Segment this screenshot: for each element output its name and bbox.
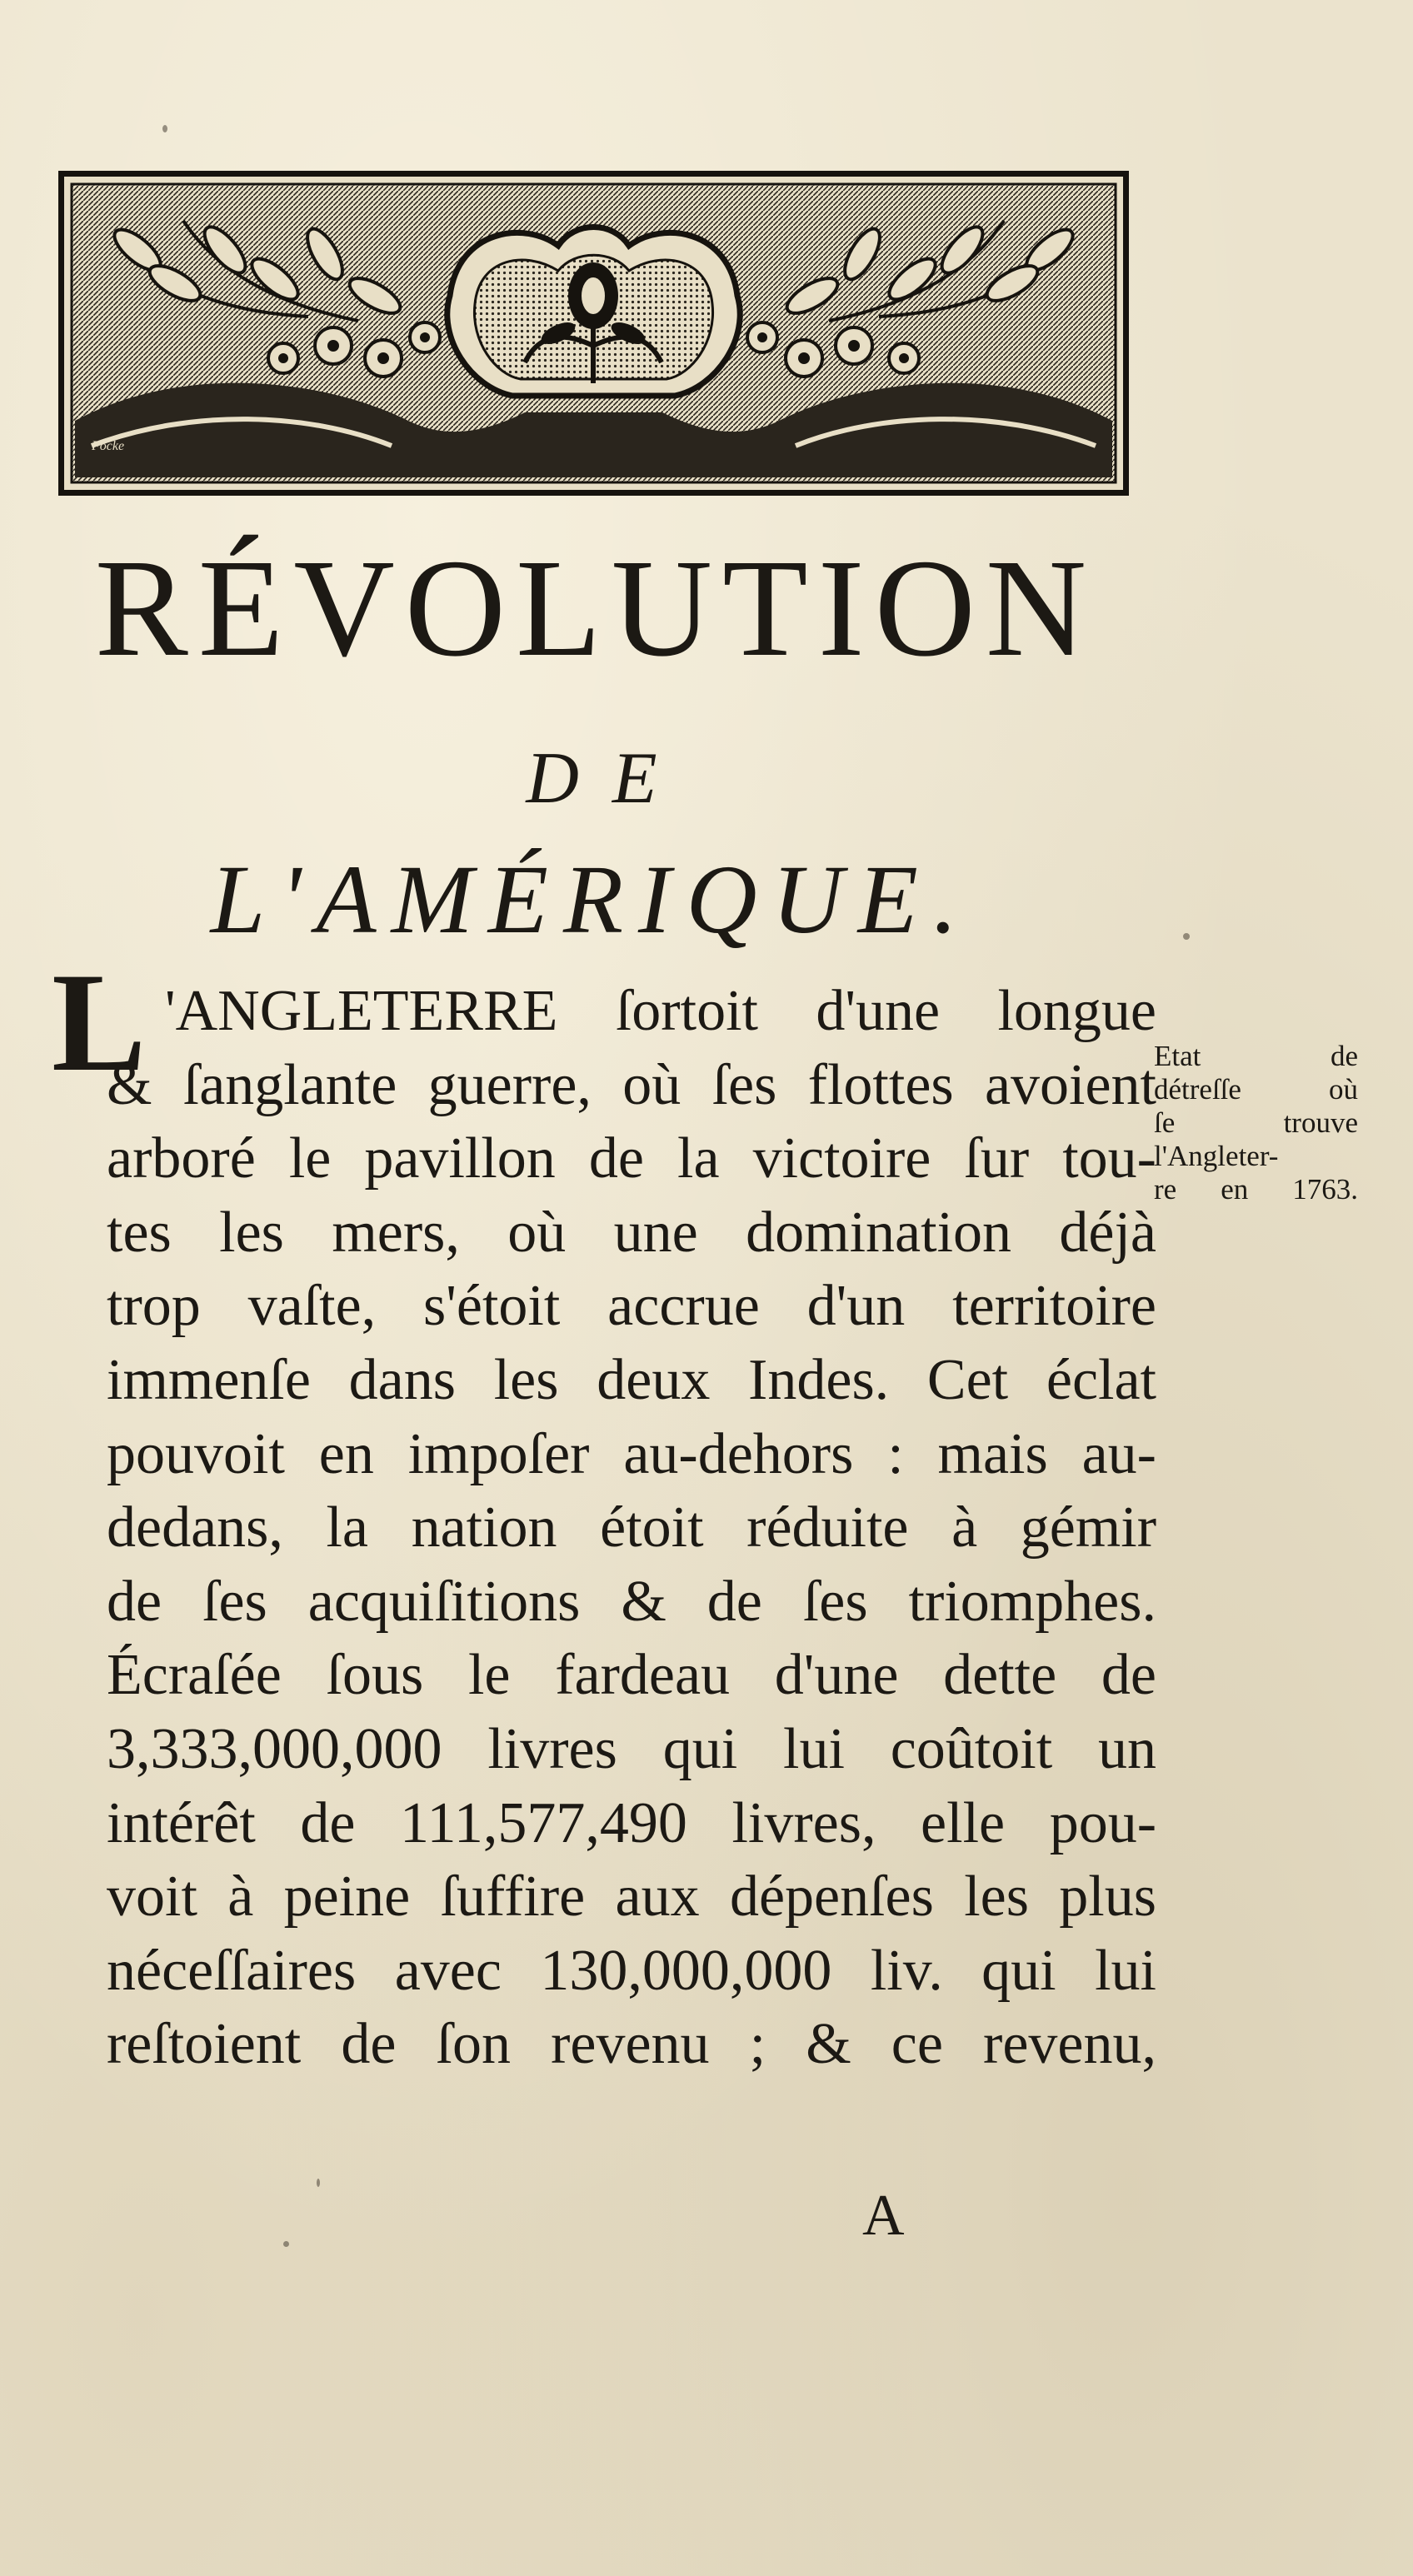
paper-speck (1183, 933, 1190, 940)
body-line: immenſe dans les deux Indes. Cet éclat (107, 1347, 1156, 1412)
margin-note-line: l'Angleter- (1154, 1140, 1279, 1172)
margin-note (1154, 1040, 1358, 1206)
margin-note-line: ſe trouve (1154, 1106, 1358, 1139)
signature-mark: A (862, 2184, 905, 2248)
page-title: RÉVOLUTION (94, 531, 1097, 686)
decorative-headpiece (58, 171, 1129, 496)
body-line: 3,333,000,000 livres qui lui coûtoit un (107, 1716, 1156, 1781)
body-line: tes les mers, où une domination déjà (107, 1200, 1156, 1265)
margin-note-line: re en 1763. (1154, 1173, 1358, 1206)
margin-note-line: Etat de (1154, 1040, 1358, 1072)
body-line: pouvoit en impoſer au-dehors : mais au- (107, 1421, 1156, 1486)
engraver-mark: Focke (92, 439, 125, 453)
body-line: arboré le pavillon de la victoire ſur tou- (107, 1126, 1156, 1191)
drop-cap: L (52, 944, 147, 1101)
body-line: reſtoient de ſon revenu ; & ce revenu, (107, 2012, 1156, 2077)
paper-speck (283, 2241, 289, 2247)
body-paragraph (107, 975, 1156, 2082)
body-line: & ſanglante guerre, où ſes flottes avoient (107, 1052, 1156, 1117)
body-line: Écraſée ſous le fardeau d'une dette de (107, 1643, 1156, 1708)
body-line: trop vaſte, s'étoit accrue d'un territoire (107, 1274, 1156, 1339)
body-line: de ſes acquiſitions & de ſes triomphes. (107, 1569, 1156, 1634)
margin-note-line: détreſſe où (1154, 1073, 1358, 1106)
subtitle-country: L'AMÉRIQUE. (210, 845, 973, 954)
paper-speck (317, 2179, 320, 2187)
body-line: voit à peine ſuffire aux dépenſes les plus (107, 1865, 1156, 1930)
body-line: 'ANGLETERRE ſortoit d'une longue (165, 979, 1156, 1043)
body-line: néceſſaires avec 130,000,000 liv. qui lui (107, 1938, 1156, 2003)
paper-speck (162, 125, 167, 132)
subtitle-de: DE (526, 738, 691, 819)
body-line: dedans, la nation étoit réduite à gémir (107, 1495, 1156, 1560)
floral-ornament (58, 171, 1129, 496)
body-line: intérêt de 111,577,490 livres, elle pou- (107, 1790, 1156, 1855)
